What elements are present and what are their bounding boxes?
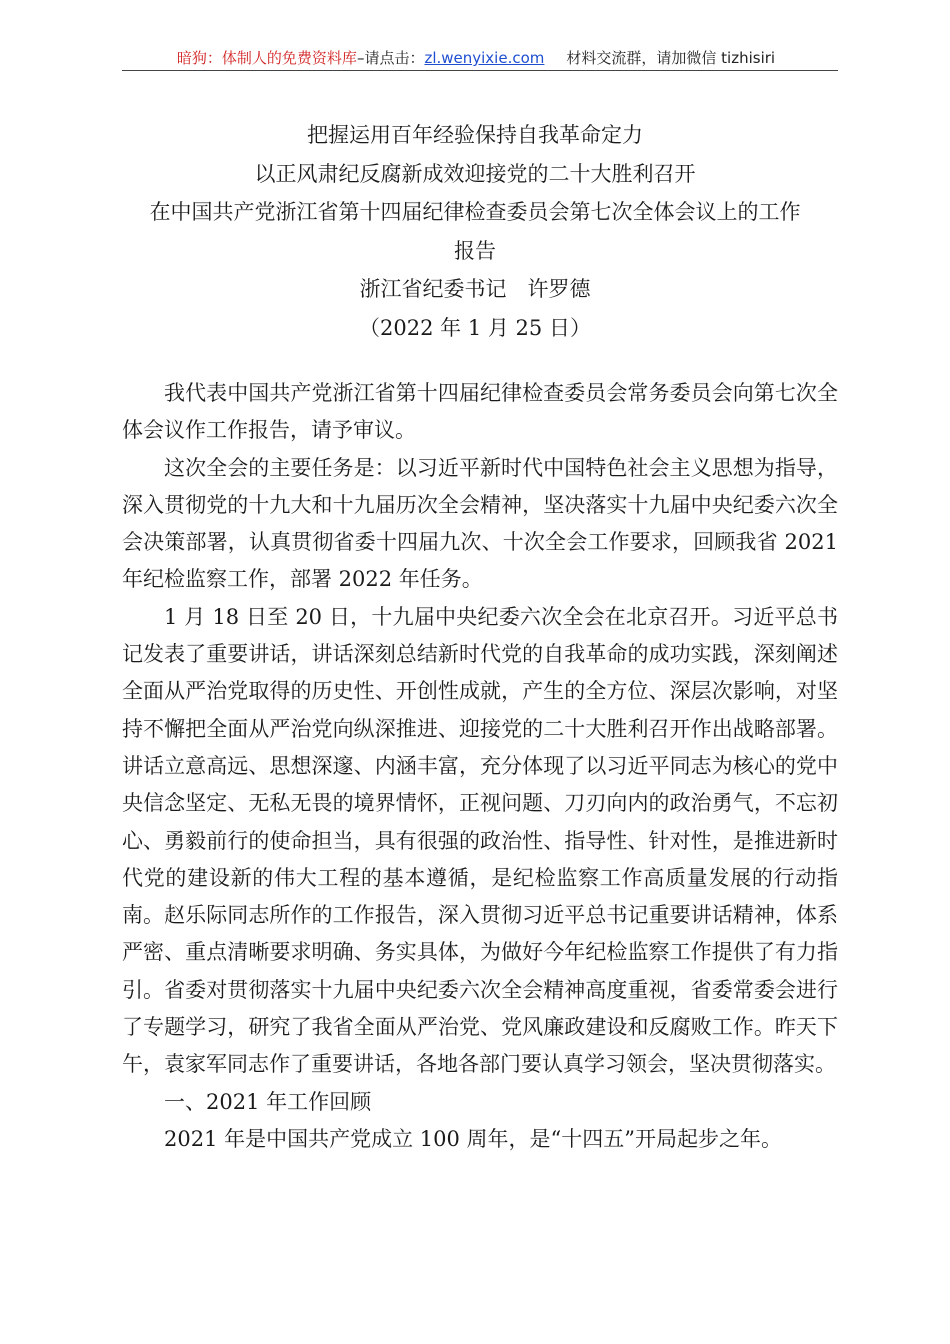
title-line-4: 报告: [454, 238, 496, 263]
document-title-block: [110, 116, 840, 347]
paragraph-4: 2021 年是中国共产党成立 100 周年，是“十四五”开局起步之年。: [164, 1126, 783, 1151]
paragraph-2: 这次全会的主要任务是：以习近平新时代中国特色社会主义思想为指导，深入贯彻党的十九大和十九届历次全会精神，坚决落实十九届中央纪委六次全会决策部署，认真贯彻省委十四届九次、十次全会工作要求，回顾我省 2021 年纪检监察工作，部署 2022 年任务。: [122, 455, 838, 592]
date-line: （2022 年 1 月 25 日）: [359, 315, 591, 340]
title-line-1: 把握运用百年经验保持自我革命定力: [307, 123, 643, 147]
header-divider: [122, 70, 838, 71]
title-line-2: 以正风肃纪反腐新成效迎接党的二十大胜利召开: [254, 161, 696, 186]
paragraph-3: 1 月 18 日至 20 日，十九届中央纪委六次全会在北京召开。习近平总书记发表了重要讲话，讲话深刻总结新时代党的自我革命的成功实践，深刻阐述全面从严治党取得的历史性、开创性成就，产生的全方位、深层次影响，对坚持不懈把全面从严治党向纵深推进、迎接党的二十大胜利召开作出战略部署。讲话立意高远、思想深邃、内涵丰富，充分体现了以习近平同志为核心的党中央信念坚定、无私无畏的境界情怀，正视问题、刀刃向内的政治勇气，不忘初心、勇毅前行的使命担当，具有很强的政治性、指导性、针对性，是推进新时代党的建设新的伟大工程的基本遵循，是纪检监察工作高质量发展的行动指南。赵乐际同志所作的工作报告，深入贯彻习近平总书记重要讲话精神，体系严密、重点清晰要求明确、务实具体，为做好今年纪检监察工作提供了有力指引。省委对贯彻落实十九届中央纪委六次全会精神高度重视，省委常委会进行了专题学习，研究了我省全面从严治党、党风廉政建设和反腐败工作。昨天下午，袁家军同志作了重要讲话，各地各部门要认真学习领会，坚决贯彻落实。: [122, 604, 838, 1077]
document-body: [122, 375, 838, 1158]
section-heading: 一、2021 年工作回顾: [164, 1089, 372, 1114]
header-link[interactable]: zl.wenyixie.com: [424, 49, 545, 67]
author-line: 浙江省纪委书记 许罗德: [359, 277, 591, 301]
page-header: [122, 46, 830, 72]
header-wechat-note: 材料交流群，请加微信 tizhisiri: [566, 49, 776, 67]
title-line-3: 在中国共产党浙江省第十四届纪律检查委员会第七次全体会议上的工作: [149, 200, 801, 224]
header-brand: 暗狗：体制人的免费资料库: [176, 49, 357, 67]
header-click-prompt: –请点击：: [356, 49, 425, 67]
paragraph-1: 我代表中国共产党浙江省第十四届纪律检查委员会常务委员会向第七次全体会议作工作报告，请予审议。: [122, 381, 838, 443]
